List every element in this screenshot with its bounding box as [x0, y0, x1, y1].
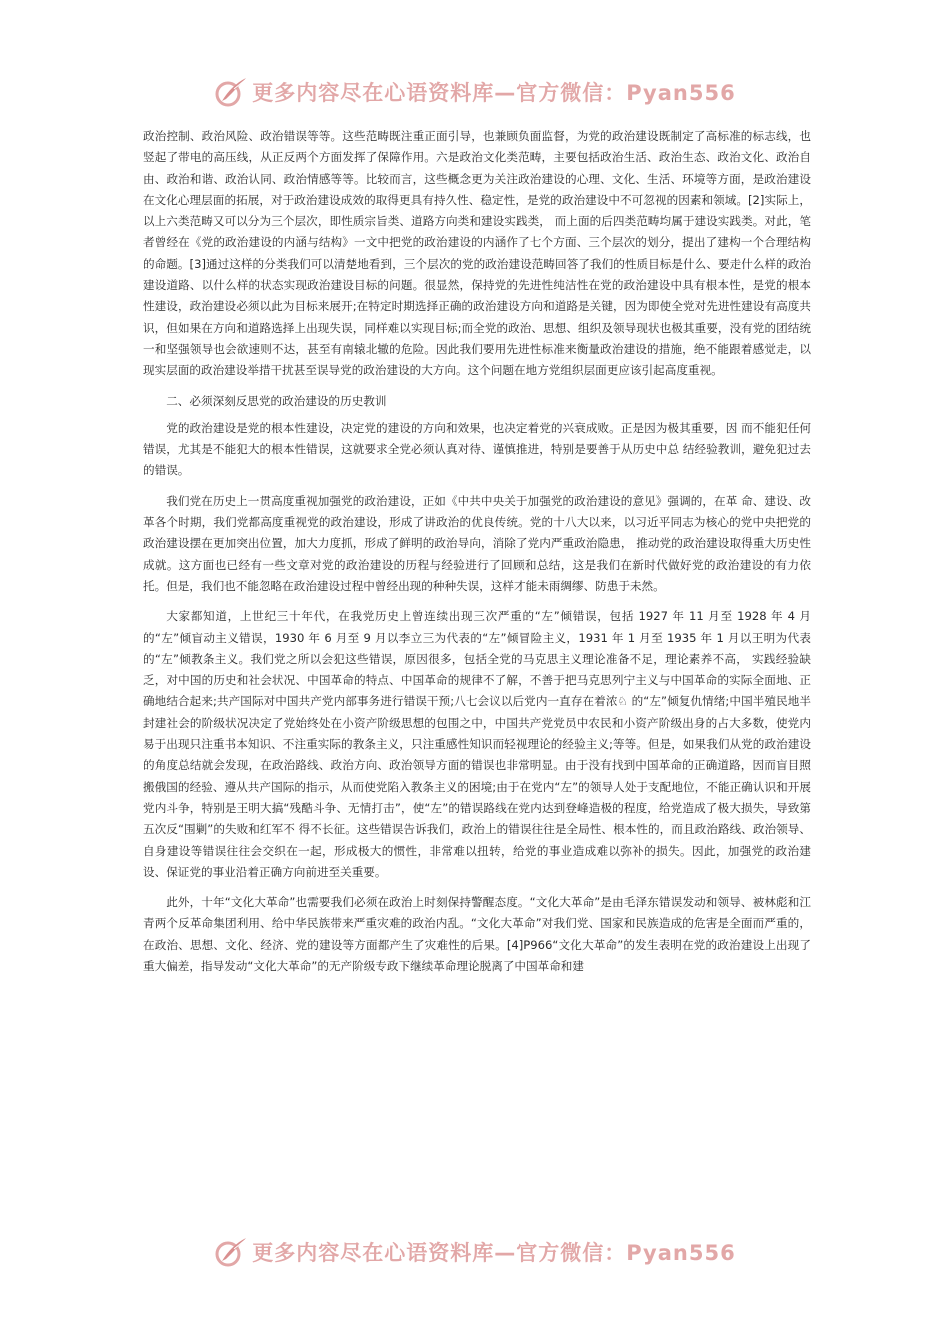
watermark-text: 更多内容尽在心语资料库—官方微信：Pyan556 [252, 1241, 736, 1265]
watermark-banner-top [0, 70, 950, 114]
watermark-banner-bottom [0, 1230, 950, 1274]
paragraph: 大家都知道，上世纪三十年代，在我党历史上曾连续出现三次严重的“左”倾错误，包括 1927 年 11 月至 1928 年 4 月的“左”倾盲动主义错误，1930 年 6 月至 9 月以李立三为代表的“左”倾冒险主义，1931 年 1 月至 1935 年 1 月以王明为代表的“左”倾教条主义。我们党之所以会犯这些错误，原因很多，包括全党的马克思主义理论准备不足，理论素养不高， 实践经验缺乏，对中国的历史和社会状况、中国革命的特点、中国革命的规律不了解，不善于把马克思列宁主义与中国革命的实际全面地、正确地结合起来;共产国际对中国共产党内部事务进行错误干预;八七会议以后党内一直存在着浓♘ 的“左”倾复仇情绪;中国半殖民地半封建社会的阶级状况决定了党始终处在小资产阶级思想的包围之中，中国共产党党员中农民和小资产阶级出身的占大多数，使党内易于出现只注重书本知识、不注重实际的教条主义，只注重感性知识而轻视理论的经验主义;等等。但是，如果我们从党的政治建设的角度总结就会发现，在政治路线、政治方向、政治领导方面的错误也非常明显。由于没有找到中国革命的正确道路，因而盲目照搬俄国的经验、遵从共产国际的指示，从而使党陷入教条主义的困境;由于在党内“左”的领导人处于支配地位，不能正确认识和开展党内斗争，特别是王明大搞“残酷斗争、无情打击”，使“左”的错误路线在党内达到登峰造极的程度，给党造成了极大损失，导致第五次反“围剿”的失败和红军不 得不长征。这些错误告诉我们，政治上的错误往往是全局性、根本性的，而且政治路线、政治领导、自身建设等错误往往会交织在一起，形成极大的惯性，非常难以扭转，给党的事业造成难以弥补的损失。因此，加强党的政治建设、保证党的事业沿着正确方向前进至关重要。 [143, 609, 811, 879]
watermark-text: 更多内容尽在心语资料库—官方微信：Pyan556 [252, 81, 736, 105]
quill-logo-icon [214, 75, 248, 109]
section-heading: 二、必须深刻反思党的政治建设的历史教训 [166, 393, 387, 408]
document-body [143, 126, 811, 986]
paragraph: 我们党在历史上一贯高度重视加强党的政治建设，正如《中共中央关于加强党的政治建设的意见》强调的，在革 命、建设、改革各个时期，我们党都高度重视党的政治建设，形成了讲政治的优良传统。党的十八大以来，以习近平同志为核心的党中央把党的政治建设摆在更加突出位置，加大力度抓，形成了鲜明的政治导向，消除了党内严重政治隐患， 推动党的政治建设取得重大历史性成就。这方面也已经有一些文章对党的政治建设的历程与经验进行了回顾和总结，这是我们在新时代做好党的政治建设的有力依托。但是，我们也不能忽略在政治建设过程中曾经出现的种种失误，这样才能未雨绸缪、防患于未然。 [143, 493, 811, 593]
paragraph: 党的政治建设是党的根本性建设，决定党的建设的方向和效果，也决定着党的兴衰成败。正是因为极其重要，因 而不能犯任何错误，尤其是不能犯大的根本性错误，这就要求全党必须认真对待、谨慎推进，特别是要善于从历史中总 结经验教训，避免犯过去的错误。 [143, 420, 811, 478]
quill-logo-icon [214, 1235, 248, 1269]
paragraph: 此外，十年“文化大革命”也需要我们必须在政治上时刻保持警醒态度。“文化大革命”是由毛泽东错误发动和领导、被林彪和江青两个反革命集团利用、给中华民族带来严重灾难的政治内乱。“文化大革命”对我们党、国家和民族造成的危害是全面而严重的，在政治、思想、文化、经济、党的建设等方面都产生了灾难性的后果。[4]P966“文化大革命”的发生表明在党的政治建设上出现了重大偏差，指导发动“文化大革命”的无产阶级专政下继续革命理论脱离了中国革命和建 [143, 895, 811, 973]
paragraph: 政治控制、政治风险、政治错误等等。这些范畴既注重正面引导，也兼顾负面监督，为党的政治建设既制定了高标准的标志线，也竖起了带电的高压线，从正反两个方面发挥了保障作用。六是政治文化类范畴，主要包括政治生活、政治生态、政治文化、政治自由、政治和谐、政治认同、政治情感等等。比较而言，这些概念更为关注政治建设的心理、文化、生活、环境等方面，是政治建设在文化心理层面的拓展，对于政治建设成效的取得更具有持久性、稳定性，是党的政治建设中不可忽视的因素和领域。[2]实际上，以上六类范畴又可以分为三个层次，即性质宗旨类、道路方向类和建设实践类， 而上面的后四类范畴均属于建设实践类。对此，笔者曾经在《党的政治建设的内涵与结构》一文中把党的政治建设的内涵作了七个方面、三个层次的划分，提出了建构一个合理结构的命题。[3]通过这样的分类我们可以清楚地看到，三个层次的党的政治建设范畴回答了我们的性质目标是什么、要走什么样的政治建设道路、以什么样的状态实现政治建设目标的问题。很显然，保持党的先进性纯洁性在党的政治建设中具有根本性，是党的根本性建设，政治建设必须以此为目标来展开;在特定时期选择正确的政治建设方向和道路是关键，因为即使全党对先进性建设有高度共识，但如果在方向和道路选择上出现失误，同样难以实现目标;而全党的政治、思想、组织及领导现状也极其重要，没有党的团结统一和坚强领导也会欲速则不达，甚至有南辕北辙的危险。因此我们要用先进性标准来衡量政治建设的措施，绝不能跟着感觉走，以现实层面的政治建设举措干扰甚至误导党的政治建设的大方向。这个问题在地方党组织层面更应该引起高度重视。 [143, 129, 811, 378]
